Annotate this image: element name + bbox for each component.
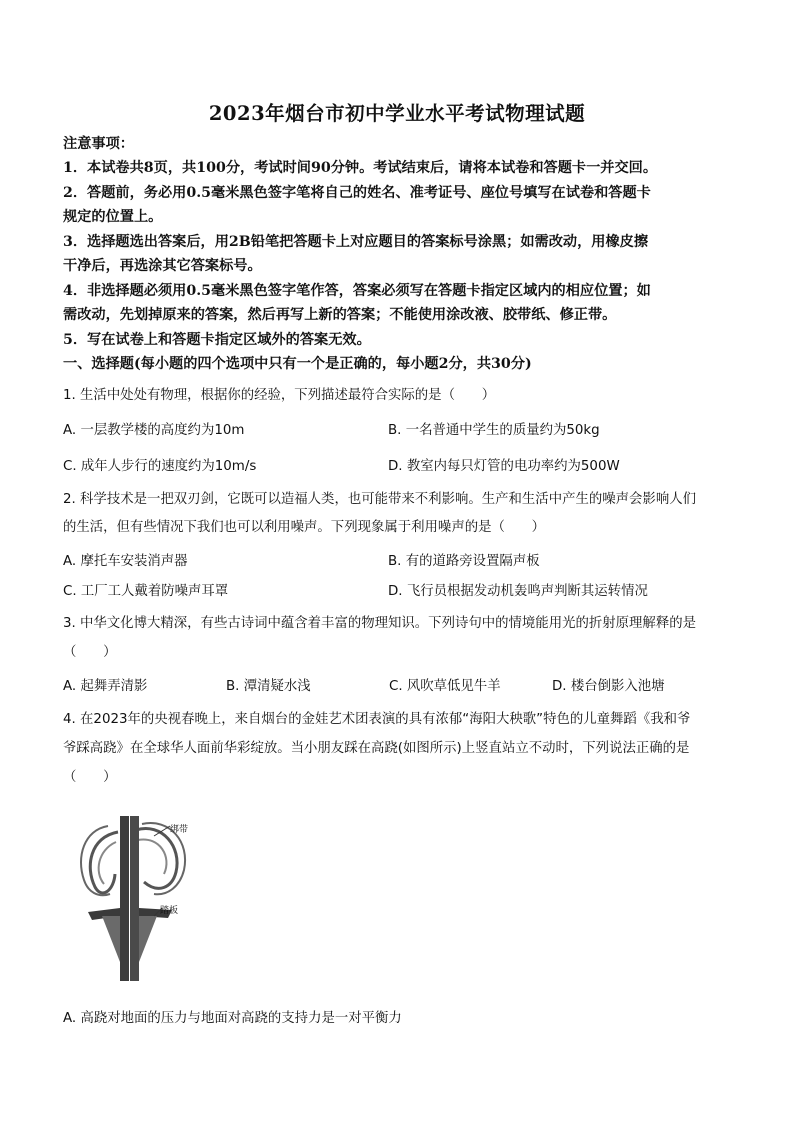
q4-option-a: A. 高跷对地面的压力与地面对高跷的支持力是一对平衡力 — [63, 1011, 402, 1026]
figure-label-pedal: 踏板 — [160, 906, 179, 916]
notice-line: 4．非选择题必须用0.5毫米黑色签字笔作答，答案必须写在答题卡指定区域内的相应位置；如 — [63, 283, 651, 299]
question-3-stem: （ ） — [63, 645, 117, 660]
question-4-stem: 爷踩高跷》在全球华人面前华彩绽放。当小朋友踩在高跷(如图所示)上竖直站立不动时，下列说法正确的是 — [63, 741, 690, 756]
q1-option-d: D. 教室内每只灯管的电功率约为500W — [388, 459, 620, 474]
q1-option-a: A. 一层教学楼的高度约为10m — [63, 423, 245, 438]
question-4-stem: 4. 在2023年的央视春晚上，来自烟台的金娃艺术团表演的具有浓郁“海阳大秧歌”特色的儿童舞蹈《我和爷 — [63, 712, 691, 727]
stilts-figure — [70, 812, 220, 990]
question-2-stem: 2. 科学技术是一把双刃剑，它既可以造福人类，也可能带来不利影响。生产和生活中产生的噪声会影响人们 — [63, 492, 696, 507]
q1-option-c: C. 成年人步行的速度约为10m/s — [63, 459, 257, 474]
notice-line: 1．本试卷共8页，共100分，考试时间90分钟。考试结束后，请将本试卷和答题卡一并交回。 — [63, 160, 658, 176]
q3-option-b: B. 潭清疑水浅 — [226, 679, 311, 694]
notice-line: 5．写在试卷上和答题卡指定区域外的答案无效。 — [63, 332, 371, 348]
notice-line: 规定的位置上。 — [63, 209, 163, 225]
q1-option-b: B. 一名普通中学生的质量约为50kg — [388, 423, 600, 438]
q3-option-a: A. 起舞弄清影 — [63, 679, 148, 694]
figure-label-strap: 绑带 — [170, 825, 189, 835]
question-1-stem: 1. 生活中处处有物理，根据你的经验，下列描述最符合实际的是（ ） — [63, 388, 496, 403]
notice-line: 2．答题前，务必用0.5毫米黑色签字笔将自己的姓名、准考证号、座位号填写在试卷和答题卡 — [63, 185, 651, 201]
notice-line: 干净后，再选涂其它答案标号。 — [63, 258, 262, 274]
question-3-stem: 3. 中华文化博大精深，有些古诗词中蕴含着丰富的物理知识。下列诗句中的情境能用光的折射原理解释的是 — [63, 616, 696, 631]
q2-option-c: C. 工厂工人戴着防噪声耳罩 — [63, 584, 229, 599]
q2-option-d: D. 飞行员根据发动机轰鸣声判断其运转情况 — [388, 584, 648, 599]
q3-option-d: D. 楼台倒影入池塘 — [552, 679, 665, 694]
section-heading: 一、选择题(每小题的四个选项中只有一个是正确的，每小题2分，共30分) — [63, 356, 532, 372]
question-4-stem: （ ） — [63, 770, 117, 785]
notice-heading: 注意事项： — [63, 136, 134, 152]
q3-option-c: C. 风吹草低见牛羊 — [389, 679, 501, 694]
question-2-stem: 的生活，但有些情况下我们也可以利用噪声。下列现象属于利用噪声的是（ ） — [63, 520, 546, 535]
notice-line: 需改动，先划掉原来的答案，然后再写上新的答案；不能使用涂改液、胶带纸、修正带。 — [63, 307, 617, 323]
notice-line: 3．选择题选出答案后，用2B铅笔把答题卡上对应题目的答案标号涂黑；如需改动，用橡皮擦 — [63, 234, 649, 250]
q2-option-b: B. 有的道路旁设置隔声板 — [388, 554, 540, 569]
page-title: 2023年烟台市初中学业水平考试物理试题 — [208, 102, 586, 125]
q2-option-a: A. 摩托车安装消声器 — [63, 554, 188, 569]
